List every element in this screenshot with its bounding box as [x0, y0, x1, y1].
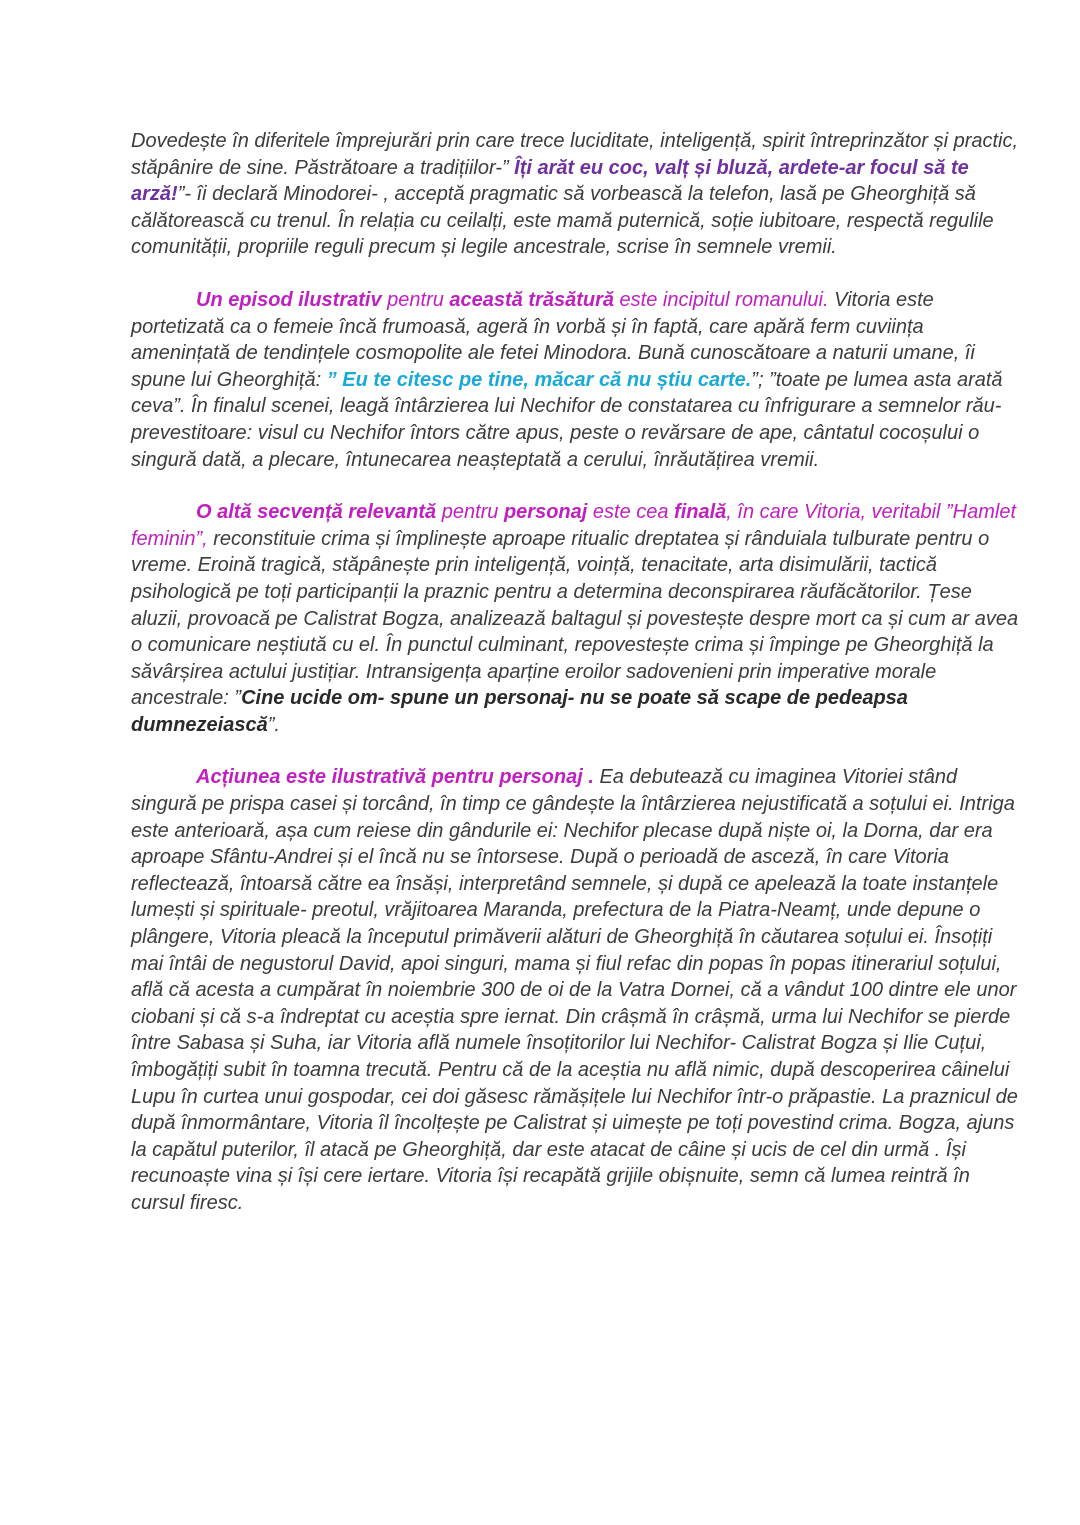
highlighted-heading: finală: [674, 501, 727, 524]
paragraph-text: , în care Vitoria, veritabil ”Hamlet feminin”,: [131, 501, 1017, 550]
paragraph-character-traits: [131, 128, 1020, 261]
highlighted-heading: O altă secvență relevantă: [196, 501, 437, 524]
paragraph-text: ”- îi declară Minodorei- , acceptă pragmatic să vorbească la telefon, lasă pe Gheorghiță să călătorească cu trenul. În relația cu ceilalți, este mamă puternică, soție iubitoare, respectă regulile comunității, propriile reguli precum și legile ancestrale, scrise în semnele vremii.: [131, 183, 994, 259]
paragraph-text: pentru: [436, 501, 504, 524]
highlighted-heading: Un episod ilustrativ: [196, 288, 382, 311]
highlighted-quote: Cine ucide om- spune un personaj- nu se poate să scape de pedeapsa dumnezeiască: [131, 687, 908, 736]
paragraph-second-episode: [131, 499, 1020, 738]
paragraph-text: reconstituie crima și împlinește aproape ritualic dreptatea și rânduiala tulburate pentru o vreme. Eroină tragică, stăpânește prin inteligență, voință, tenacitate, arta disimulării, tactică psihologică pe toți participanții la praznic pentru a determina deconspirarea răufăcătorilor. Țese aluzii, provoacă pe Calistrat Bogza, analizează baltagul și povestește despre mort ca și cum ar avea o comunicare neștiută cu el. În punctul culminant, repovestește crima și împinge pe Gheorghiță la săvârșirea actului justițiar. Intransigența aparține eroilor sadovenieni prin imperative morale ancestrale: ”: [131, 527, 1019, 710]
highlighted-heading: Acțiunea este ilustrativă pentru personaj .: [196, 766, 594, 789]
paragraph-text: Ea debutează cu imaginea Vitoriei stând singură pe prispa casei și torcând, în timp ce gândește la întârzierea nejustificată a soțului ei. Intriga este anterioară, așa cum reiese din gândurile ei: Nechifor plecase după niște oi, la Dorna, dar era aproape Sfântu-Andrei și el încă nu se întorsese. După o perioadă de asceză, în care Vitoria reflectează, întoarsă către ea însăși, interpretând semnele, și după ce apelează la toate instanțele lumești și spirituale- preotul, vrăjitoarea Maranda, prefectura de la Piatra-Neamț, unde depune o plângere, Vitoria pleacă la începutul primăverii alături de Gheorghiță în căutarea soțului ei. Însoțiți mai întâi de negustorul David, apoi singuri, mama și fiul refac din popas în popas itinerariul soțului, află că acesta a cumpărat în noiembrie 300 de oi de la Vatra Dornei, că a vândut 100 dintre ele unor ciobani și că s-a îndreptat cu aceștia spre iernat. Din crâșmă în crâșmă, urma lui Nechifor se pierde între Sabasa și Suha, iar Vitoria află numele însoțitorilor lui Nechifor- Calistrat Bogza și Ilie Cuțui, îmbogățiți subit în toamna trecută. Pentru că de la aceștia nu află nimic, după descoperirea câinelui Lupu în curtea unui gospodar, cei doi găsesc rămășițele lui Nechifor într-o prăpastie. La praznicul de după înmormântare, Vitoria îl încolțește pe Calistrat și uimește pe toți povestind crima. Bogza, ajuns la capătul puterilor, îl atacă pe Gheorghiță, dar este atacat de câine și ucis de cel din urmă . Își recunoaște vina și își cere iertare. Vitoria își recapătă grijile obișnuite, semn că lumea reintră în cursul firesc.: [131, 766, 1018, 1214]
highlighted-quote: ” Eu te citesc pe tine, măcar că nu știu carte.: [326, 368, 752, 391]
highlighted-heading: personaj: [503, 501, 588, 524]
paragraph-text: pentru: [381, 288, 450, 311]
paragraph-first-episode: [131, 287, 1020, 473]
paragraph-text: ”; ”toate pe lumea asta arată ceva”. În finalul scenei, leagă întârzierea lui Nechifor de constatarea cu înfrigurare a semnelor rău- prevestitoare: visul cu Nechifor întors către apus, peste o revărsare de ape, cântatul cocoșului o singură dată, a plecare, întunecarea neașteptată a cerului, înrăutățirea vremii.: [131, 368, 1003, 471]
paragraph-text: este incipitul romanului.: [613, 288, 829, 311]
paragraph-text: este cea: [587, 501, 675, 524]
highlighted-heading: această trăsătură: [449, 288, 614, 311]
paragraph-plot-summary: [131, 764, 1020, 1216]
paragraph-text: Dovedește în diferitele împrejurări prin care trece luciditate, inteligență, spirit întreprinzător și practic, stăpânire de sine. Păstrătoare a tradițiilor-”: [131, 130, 1019, 179]
highlighted-quote: Îți arăt eu coc, valț și bluză, ardete-ar focul să te arză!: [131, 156, 969, 206]
paragraph-text: Vitoria este portetizată ca o femeie încă frumoasă, ageră în vorbă și în faptă, care apără ferm cuviința amenințată de tendințele cosmopolite ale fetei Minodora. Bună cunoscătoare a naturii umane, îi spune lui Gheorghiță:: [131, 288, 975, 391]
paragraph-text: ”.: [267, 713, 280, 736]
